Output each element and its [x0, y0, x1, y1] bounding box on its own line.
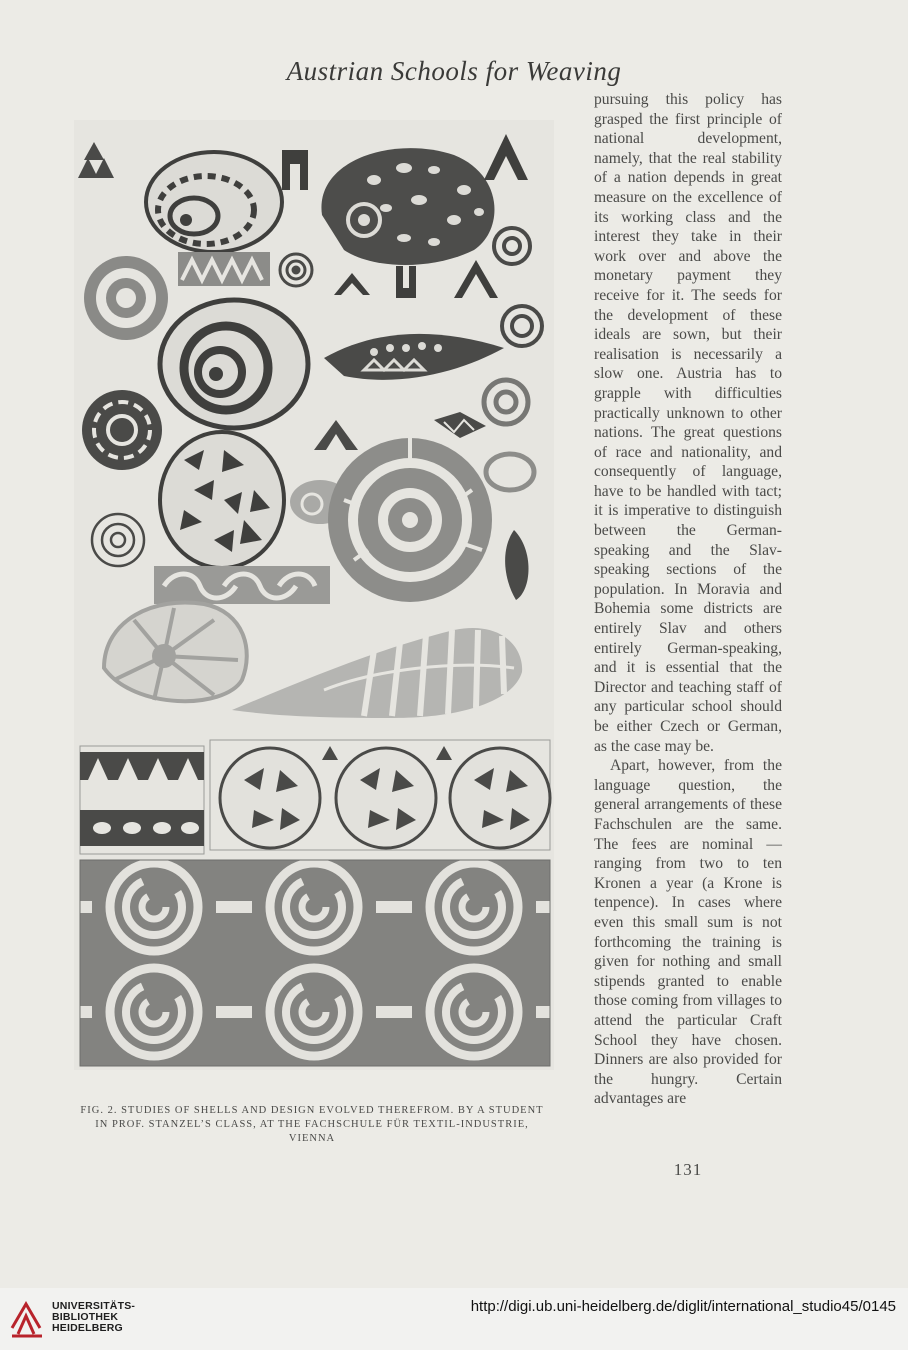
figure-caption [62, 1104, 562, 1146]
ammonite-shell-1 [146, 152, 282, 252]
library-logo-icon [10, 1298, 44, 1338]
shell-designs-illustration [74, 120, 554, 1070]
ammonite-shell-large [160, 300, 308, 428]
spiral-disc-left [84, 256, 168, 340]
patterned-border-band [80, 746, 204, 854]
page-number: 131 [673, 1160, 703, 1179]
permalink-url[interactable]: http://digi.ub.uni-heidelberg.de/diglit/international_studio45/0145 [470, 1298, 896, 1315]
body-text-column [594, 90, 782, 1109]
ammonite-shell-patterned [160, 432, 284, 568]
nautilus-shell-spotted [321, 148, 494, 265]
wave-band [154, 566, 330, 604]
medallion-band [210, 740, 550, 850]
spiral-disc-large [328, 438, 492, 602]
caption-line-2: IN PROF. STANZEL’S CLASS, AT THE FACHSCHULE FÜR TEXTIL-INDUSTRIE, [95, 1119, 529, 1130]
shell-studies-figure [74, 120, 554, 1070]
caption-line-1: FIG. 2. STUDIES OF SHELLS AND DESIGN EVOLVED THEREFROM. BY A STUDENT [80, 1105, 544, 1116]
caption-line-3: VIENNA [288, 1133, 336, 1144]
zigzag-band [178, 252, 270, 286]
library-name [52, 1301, 135, 1334]
paragraph-1: pursuing this policy has grasped the first principle of national development, namely, that the real stability of a nation depends in great measure on the excellence of its working class and the interest they take in their work over and above the monetary payment they receive for it. The seeds for the development of these ideals are sown, but their realisation is necessarily a slow one. Austria has to grapple with difficulties practically unknown to other nations. The great questions of race and nationality, and consequently of language, have to be handled with tact; it is imperative to distinguish between the German-speaking and the Slav-speaking sections of the population. In Moravia and Bohemia some districts are entirely Slav and others entirely German-speaking, and it is essential that the Director and teaching staff of any particular school should be either Czech or German, as the case may be. [594, 91, 782, 755]
viewer-footer [0, 1288, 908, 1350]
library-name-line-2: BIBLIOTHEK [52, 1311, 119, 1323]
running-head: Austrian Schools for Weaving [286, 56, 622, 86]
paragraph-2: Apart, however, from the language question, the general arrangements of these Fachschulen are the same. The fees are nominal —ranging from two to ten Kronen a year (a Krone is tenpence). In cases where even this small sum is not forthcoming the training is given for nothing and small stipends granted to enable those coming from villages to attend the particular Craft School they have chosen. Dinners are also provided for the hungry. Certain advantages are [594, 757, 782, 1108]
spiral-wallpaper-panel [80, 860, 550, 1066]
ammonite-shell-dark-left [82, 390, 162, 470]
library-name-line-1: UNIVERSITÄTS- [52, 1300, 136, 1312]
library-name-line-3: HEIDELBERG [52, 1322, 123, 1334]
